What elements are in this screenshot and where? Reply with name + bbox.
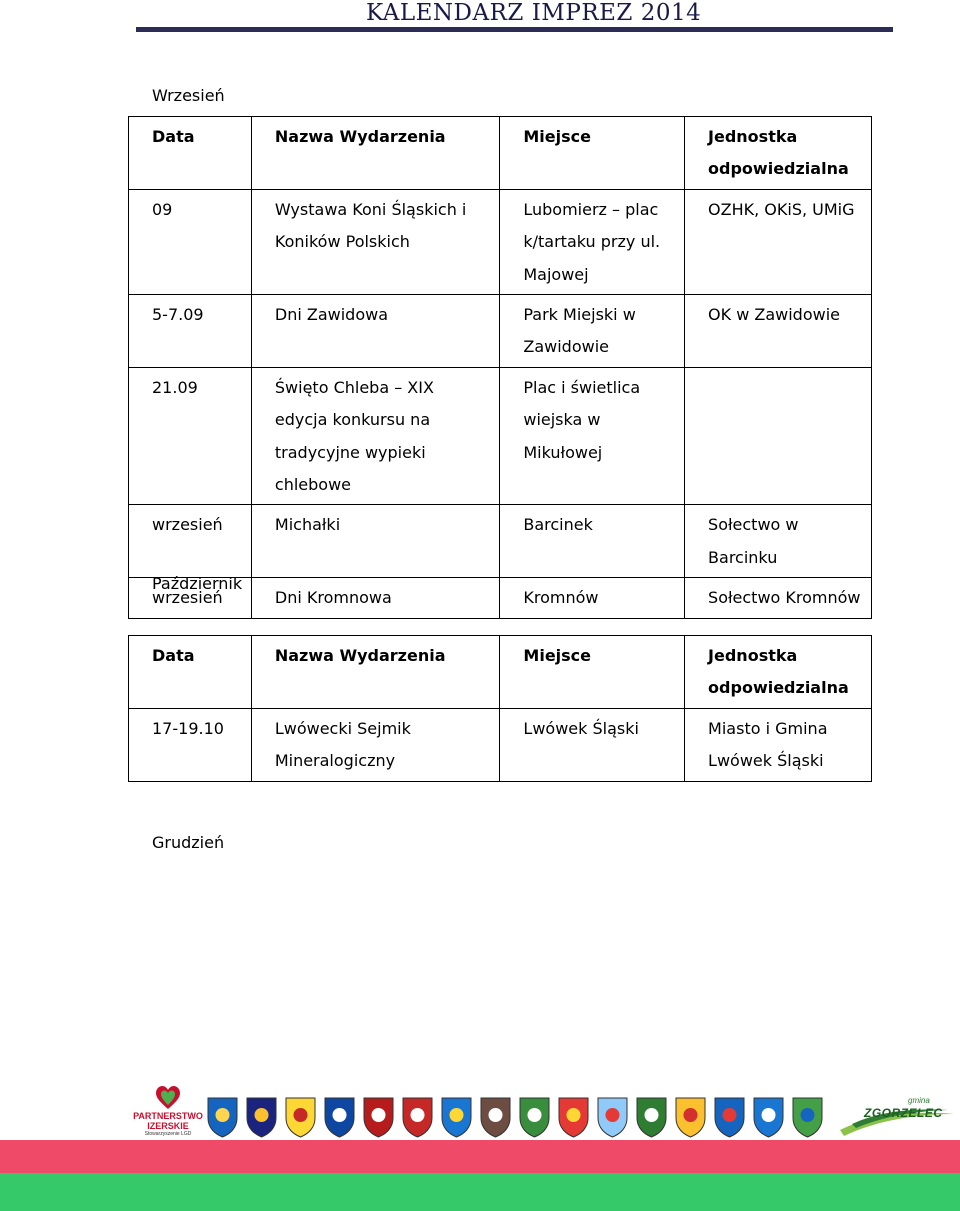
- header-name: Nazwa Wydarzenia: [251, 117, 499, 190]
- partner-logos: [133, 1076, 943, 1138]
- cell-name: Wystawa Koni Śląskich i Koników Polskich: [251, 189, 499, 294]
- footer-band-green: [0, 1173, 960, 1211]
- month-label-grudzien: Grudzień: [152, 833, 225, 852]
- cell-name: Lwówecki Sejmik Mineralogiczny: [251, 708, 500, 781]
- table-row: [129, 189, 872, 294]
- header-unit: Jednostka odpowiedzialna: [685, 636, 872, 709]
- cell-name: Dni Kromnowa: [251, 578, 499, 618]
- cell-date: 5-7.09: [129, 295, 252, 368]
- header-name: Nazwa Wydarzenia: [251, 636, 500, 709]
- cell-date: wrzesień: [129, 578, 252, 618]
- cell-unit: OK w Zawidowie: [685, 295, 872, 368]
- header-date: Data: [129, 117, 252, 190]
- table-header-row: [129, 636, 872, 709]
- cell-place: Barcinek: [500, 505, 685, 578]
- page-title: KALENDARZ IMPREZ 2014: [366, 0, 702, 26]
- table-header-row: [129, 117, 872, 190]
- crest-icon-8: [479, 1096, 512, 1138]
- crest-icon-5: [362, 1096, 395, 1138]
- cell-name: Dni Zawidowa: [251, 295, 499, 368]
- header-place: Miejsce: [500, 117, 685, 190]
- header-place: Miejsce: [500, 636, 685, 709]
- crest-icon-2: [245, 1096, 278, 1138]
- header-rule: [136, 27, 893, 32]
- lgd-name: PARTNERSTWO IZERSKIE: [133, 1111, 203, 1131]
- lgd-logo: [133, 1078, 203, 1138]
- header-unit: Jednostka odpowiedzialna: [685, 117, 872, 190]
- cell-unit: Sołectwo Kromnów: [685, 578, 872, 618]
- cell-place: Lubomierz – plac k/tartaku przy ul. Majowej: [500, 189, 685, 294]
- cell-unit: [685, 367, 872, 505]
- lgd-sub: Stowarzyszenie LGD: [144, 1131, 192, 1137]
- cell-date: 21.09: [129, 367, 252, 505]
- crest-icon-7: [440, 1096, 473, 1138]
- cell-unit: Sołectwo w Barcinku: [685, 505, 872, 578]
- crest-icon-3: [284, 1096, 317, 1138]
- table-row: [129, 295, 872, 368]
- events-table-pazdziernik: [128, 635, 872, 782]
- crest-icon-9: [518, 1096, 551, 1138]
- cell-place: Park Miejski w Zawidowie: [500, 295, 685, 368]
- cell-place: Kromnów: [500, 578, 685, 618]
- month-label-pazdziernik: Październik: [152, 574, 243, 593]
- cell-name: Michałki: [251, 505, 499, 578]
- crest-icon-14: [713, 1096, 746, 1138]
- crest-icon-4: [323, 1096, 356, 1138]
- cell-date: 09: [129, 189, 252, 294]
- table-row: [129, 708, 872, 781]
- month-label-wrzesien: Wrzesień: [152, 86, 225, 105]
- gmina-zgorzelec-logo: [838, 1090, 956, 1138]
- table-row: [129, 367, 872, 505]
- heart-icon: [155, 1085, 181, 1111]
- cell-place: Plac i świetlica wiejska w Mikułowej: [500, 367, 685, 505]
- gmina-small-label: gmina: [908, 1096, 930, 1105]
- footer-band-pink: [0, 1140, 960, 1173]
- cell-name: Święto Chleba – XIX edycja konkursu na tradycyjne wypieki chlebowe: [251, 367, 499, 505]
- header-date: Data: [129, 636, 252, 709]
- crest-icon-13: [674, 1096, 707, 1138]
- gmina-name: ZGORZELEC: [864, 1106, 943, 1120]
- crest-row: [206, 1096, 824, 1138]
- cell-unit: Miasto i Gmina Lwówek Śląski: [685, 708, 872, 781]
- table-row: [129, 505, 872, 578]
- cell-date: wrzesień: [129, 505, 252, 578]
- crest-icon-6: [401, 1096, 434, 1138]
- events-table-wrzesien: [128, 116, 872, 619]
- crest-icon-12: [635, 1096, 668, 1138]
- crest-icon-11: [596, 1096, 629, 1138]
- crest-icon-10: [557, 1096, 590, 1138]
- crest-icon-15: [752, 1096, 785, 1138]
- cell-place: Lwówek Śląski: [500, 708, 685, 781]
- cell-unit: OZHK, OKiS, UMiG: [685, 189, 872, 294]
- cell-date: 17-19.10: [129, 708, 252, 781]
- crest-icon-16: [791, 1096, 824, 1138]
- crest-icon-1: [206, 1096, 239, 1138]
